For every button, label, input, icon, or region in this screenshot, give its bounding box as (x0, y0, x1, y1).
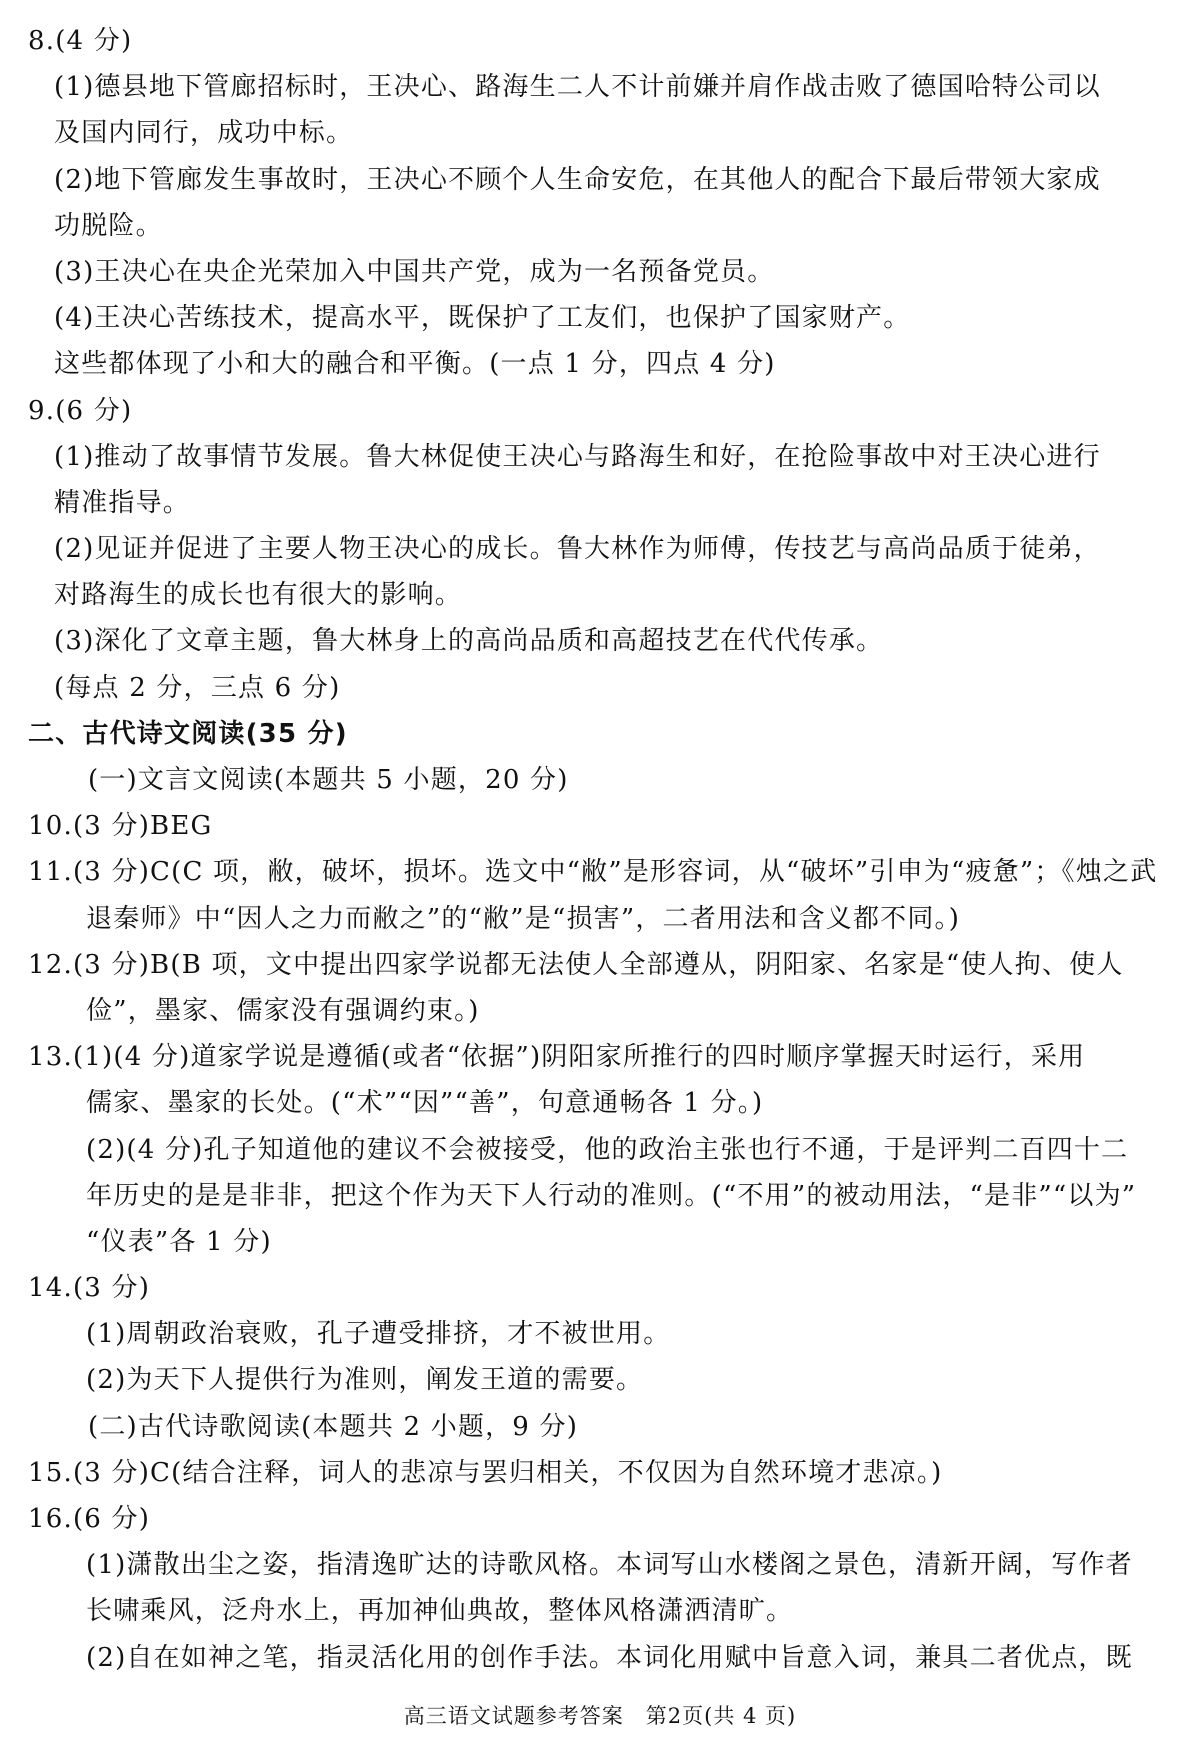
q14-point-1: (1)周朝政治衰败，孔子遭受排挤，才不被世用。 (86, 1319, 671, 1350)
q8-summary: 这些都体现了小和大的融合和平衡。(一点 1 分，四点 4 分) (54, 349, 776, 380)
q13-part-1-cont: 儒家、墨家的长处。(“术”“因”“善”，句意通畅各 1 分。) (86, 1088, 764, 1119)
page-footer: 高三语文试题参考答案 第2页(共 4 页) (403, 1704, 797, 1728)
q8-point-2: (2)地下管廊发生事故时，王决心不顾个人生命安危，在其他人的配合下最后带领大家成 (54, 164, 1101, 195)
q9-point-2-cont: 对路海生的成长也有很大的影响。 (54, 580, 463, 611)
q9-header: 9.(6 分) (28, 395, 133, 426)
section-heading: 二、古代诗文阅读(35 分) (28, 718, 348, 749)
q9-point-1-cont: 精准指导。 (54, 487, 191, 518)
q16-header: 16.(6 分) (28, 1504, 151, 1534)
q12-answer: 12.(3 分)B(B 项，文中提出四家学说都无法使人全部遵从，阴阳家、名家是“使人拘、使人 (28, 949, 1124, 980)
subsection-heading-1: (一)文言文阅读(本题共 5 小题，20 分) (88, 765, 569, 795)
q9-scoring: (每点 2 分，三点 6 分) (54, 672, 341, 703)
subsection-heading-2: (二)古代诗歌阅读(本题共 2 小题，9 分) (88, 1411, 579, 1442)
q12-answer-cont: 俭”，墨家、儒家没有强调约束。) (86, 995, 480, 1026)
q11-answer: 11.(3 分)C(C 项，敝，破坏，损坏。选文中“敝”是形容词，从“破坏”引申为“疲惫”；《烛之武 (28, 857, 1158, 888)
q13-part-1: 13.(1)(4 分)道家学说是遵循(或者“依据”)阴阳家所推行的四时顺序掌握天时运行，采用 (28, 1042, 1086, 1073)
q16-point-1: (1)潇散出尘之姿，指清逸旷达的诗歌风格。本词写山水楼阁之景色，清新开阔，写作者 (86, 1550, 1133, 1581)
q14-header: 14.(3 分) (28, 1273, 151, 1304)
q16-point-2: (2)自在如神之笔，指灵活化用的创作手法。本词化用赋中旨意入词，兼具二者优点，既 (86, 1642, 1133, 1673)
q13-part-2-cont-2: “仪表”各 1 分) (86, 1226, 272, 1257)
q13-part-2: (2)(4 分)孔子知道他的建议不会被接受，他的政治主张也行不通，于是评判二百四十二 (86, 1134, 1129, 1165)
q16-point-1-cont: 长啸乘风，泛舟水上，再加神仙典故，整体风格潇洒清旷。 (86, 1596, 794, 1627)
q8-point-2-cont: 功脱险。 (54, 210, 163, 241)
q8-point-4: (4)王决心苦练技术，提高水平，既保护了工友们，也保护了国家财产。 (54, 303, 911, 334)
q8-point-3: (3)王决心在央企光荣加入中国共产党，成为一名预备党员。 (54, 256, 775, 287)
answer-key-page (28, 18, 1173, 1681)
q11-answer-cont: 退秦师》中“因人之力而敝之”的“敝”是“损害”，二者用法和含义都不同。) (86, 903, 961, 934)
q8-point-1-cont: 及国内同行，成功中标。 (54, 118, 354, 149)
q14-point-2: (2)为天下人提供行为准则，阐发王道的需要。 (86, 1365, 644, 1396)
q13-part-2-cont: 年历史的是是非非，把这个作为天下人行动的准则。(“不用”的被动用法，“是非”“以为” (86, 1180, 1137, 1211)
q9-point-3: (3)深化了文章主题，鲁大林身上的高尚品质和高超技艺在代代传承。 (54, 626, 884, 657)
q8-point-1: (1)德县地下管廊招标时，王决心、路海生二人不计前嫌并肩作战击败了德国哈特公司以 (54, 72, 1101, 103)
q8-header: 8.(4 分) (28, 26, 133, 56)
q10-answer: 10.(3 分)BEG (28, 811, 213, 842)
q15-answer: 15.(3 分)C(结合注释，词人的悲凉与罢归相关，不仅因为自然环境才悲凉。) (28, 1457, 943, 1488)
q9-point-2: (2)见证并促进了主要人物王决心的成长。鲁大林作为师傅，传技艺与高尚品质于徒弟， (54, 534, 1101, 565)
q9-point-1: (1)推动了故事情节发展。鲁大林促使王决心与路海生和好，在抢险事故中对王决心进行 (54, 441, 1101, 472)
